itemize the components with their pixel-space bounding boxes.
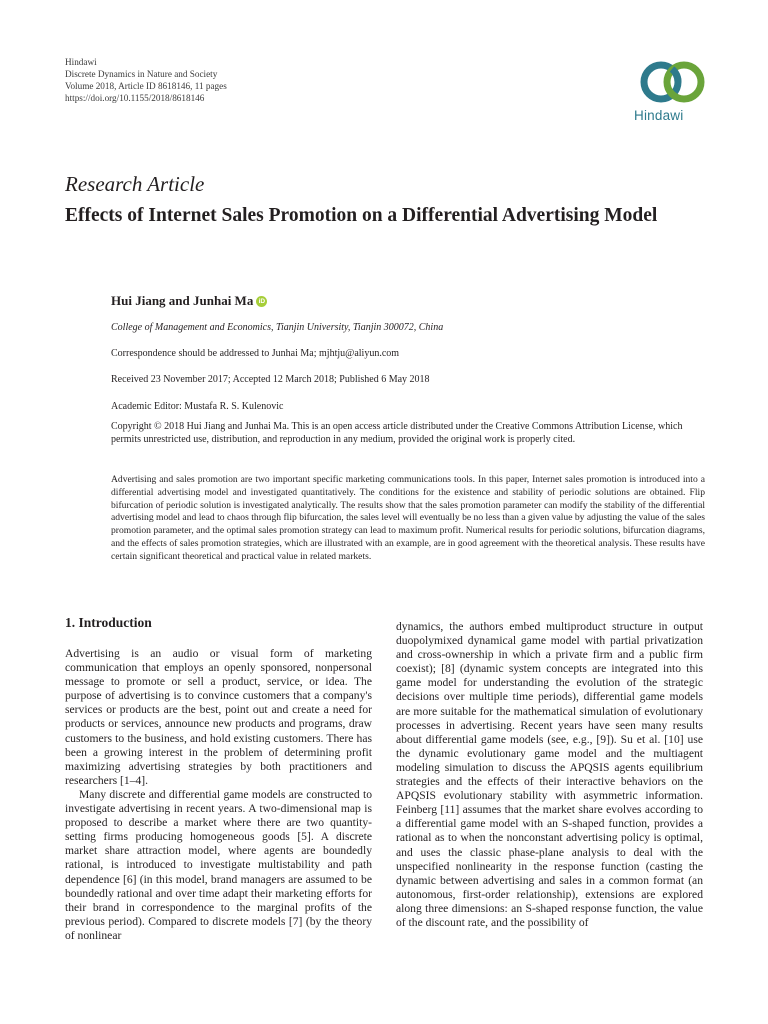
paragraph: Many discrete and differential game models are constructed to investigate advertising in recent years. A two-dimensional map is proposed to describe a market where there are two quantity-setting firms producing homogeneous goods [5]. A discrete market share attraction model, where agents are boundedly rational, is introduced to investigate multistability and path dependence [6] (in this model, brand managers are assumed to be boundedly rational and over time adapt their marketing efforts for their brand in correspondence to the marginal profits of the previous period). Compared to discrete models [7] (by the theory of nonlinear [65,787,372,942]
abstract: Advertising and sales promotion are two important specific marketing communications tools. In this paper, Internet sales promotion is introduced into a differential advertising model and investigated quantitatively. The conditions for the existence and stability of periodic solutions are obtained. Flip bifurcation of periodic solution is investigated analytically. The results show that the sales promotion parameter can modify the stability of the differential advertising model and lead to chaos through flip bifurcation, the sales level will eventually be no less than a given value by adjusting the value of the sales promotion parameter, and the optimal sales promotion strategy can lead to maximum profit. Numerical results for periodic solutions, bifurcation diagrams, and the effects of sales promotion strategies, which are illustrated with an example, are in good agreement with the theoretical analysis. These results have certain significant theoretical and practical value in related markets. [111,474,706,562]
publication-dates: Received 23 November 2017; Accepted 12 March 2018; Published 6 May 2018 [111,374,430,385]
affiliation: College of Management and Economics, Tianjin University, Tianjin 300072, China [111,322,444,333]
academic-editor: Academic Editor: Mustafa R. S. Kulenovic [111,401,284,412]
author-list [111,293,267,309]
copyright-notice: Copyright © 2018 Hui Jiang and Junhai Ma. This is an open access article distributed under the Creative Commons Attribution License, which permits unrestricted use, distribution, and reproduction in any medium, provided the original work is properly cited. [111,421,683,445]
journal-name: Discrete Dynamics in Nature and Society [65,69,218,79]
section-heading: 1. Introduction [65,615,152,630]
publisher-name: Hindawi [65,57,97,67]
orcid-icon[interactable]: iD [256,296,267,307]
body-column-right [396,620,703,930]
body-column-left [65,615,372,943]
paragraph: dynamics, the authors embed multiproduct structure in output duopolymixed dynamical game model with partial privatization and cross-ownership in which a private firm and a public firm coexist); [8] (dynamic system concepts are integrated into this game model for understanding the evolution of the strategic decisions over multiple time periods), differential game models are more suitable for the mathematical simulation of evolutionary processes in advertising. Recent years have seen many results about differential game models (see, e.g., [9]). Su et al. [10] use the dynamic evolutionary game model and the multiagent modeling simulation to discuss the APQSIS agents equilibrium strategies and the effects of their interactive behaviors on the APQSIS evolutionary stability with asymmetric information. Feinberg [11] assumes that the market share evolves according to a differential game model with an S-shaped function, provides a rational as to when the nonconstant advertising policy is optimal, and uses the classic phase-plane analysis to deal with the unspecified nonlinearity in the response function (casting the dynamic between advertising and sales in a common format (an autonomous, first-order relationship), extensions are explored along three dimensions: an S-shaped response function, the value of the discount rate, and the possibility of [396,620,703,929]
hindawi-wordmark: Hindawi [634,108,684,123]
doi-link[interactable]: https://doi.org/10.1155/2018/8618146 [65,93,205,103]
volume-info: Volume 2018, Article ID 8618146, 11 pages [65,81,227,91]
journal-header [65,56,227,104]
correspondence: Correspondence should be addressed to Junhai Ma; mjhtju@aliyun.com [111,348,400,359]
article-type: Research Article [65,172,205,196]
author-names: Hui Jiang and Junhai Ma [111,293,254,308]
article-title: Effects of Internet Sales Promotion on a Differential Advertising Model [65,205,658,226]
paragraph: Advertising is an audio or visual form of marketing communication that employs an openly sponsored, nonpersonal message to promote or sell a product, service, or idea. The purpose of advertising is to convince customers that a company's services or products are the best, point out and create a need for products or services, announce new products and programs, draw customers to the business, and hold existing customers. There has been a growing interest in the problem of determining profit maximizing advertising strategies by both practitioners and researchers [1–4]. [65,647,372,787]
hindawi-logo [634,58,712,123]
hindawi-rings-icon [638,58,708,106]
